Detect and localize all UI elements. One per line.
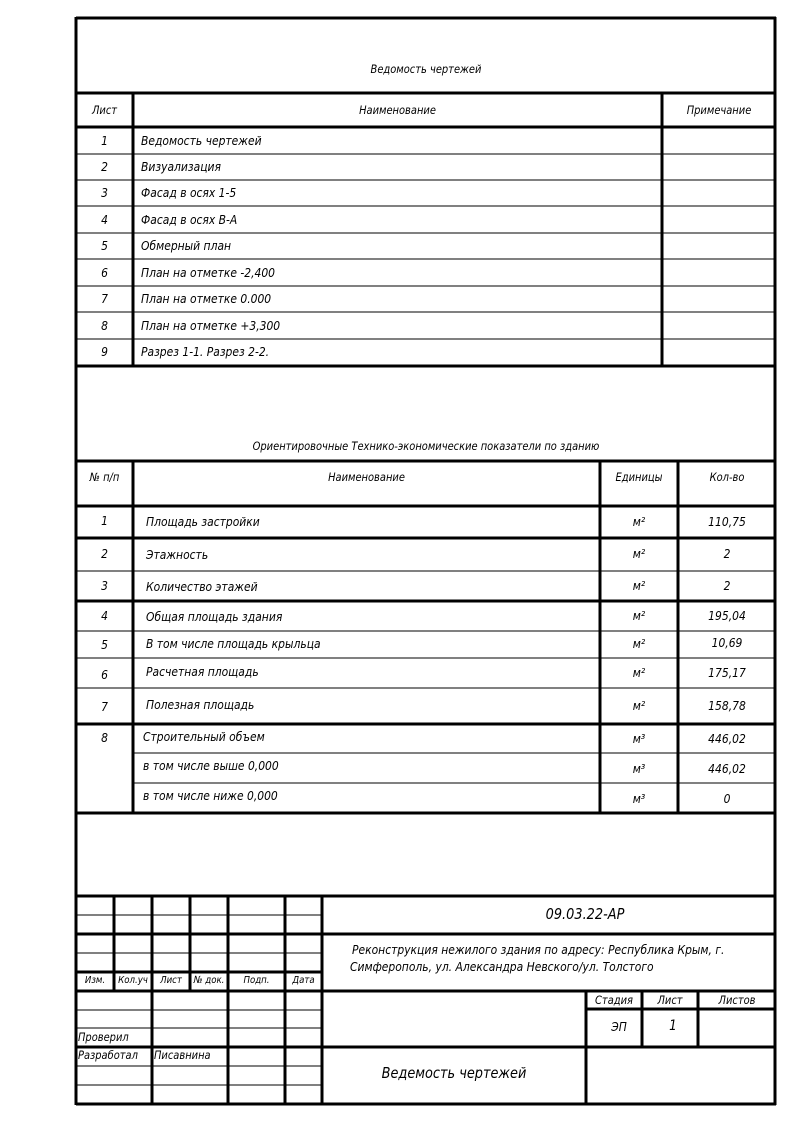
drawing-row-name: Фасад в осях 1-5 xyxy=(141,185,237,200)
indicator-unit: м³ xyxy=(632,731,646,746)
indicator-qty: 195,04 xyxy=(708,608,746,623)
indicator-num: 7 xyxy=(101,699,108,714)
drawing-row-num: 9 xyxy=(101,344,108,359)
sheets-label: Листов xyxy=(718,993,756,1007)
drawing-row-name: Фасад в осях В-А xyxy=(141,212,238,227)
col-podp: Подп. xyxy=(243,975,270,986)
drawing-row-num: 2 xyxy=(101,159,108,174)
drawing-row-num: 8 xyxy=(101,318,108,333)
indicator-qty: 0 xyxy=(723,791,731,806)
indicator-qty: 2 xyxy=(723,578,731,593)
indicator-unit: м² xyxy=(632,698,646,713)
developer-name: Писавнина xyxy=(154,1048,211,1062)
drawing-row-name: План на отметке +3,300 xyxy=(141,318,281,333)
drawing-name: Ведемость чертежей xyxy=(381,1064,527,1082)
project-title-line1: Реконструкция нежилого здания по адресу: Республика Крым, г. xyxy=(352,942,725,957)
sheet-label: Лист xyxy=(657,993,683,1007)
drawing-code: 09.03.22-АР xyxy=(545,905,625,923)
header-sheet: Лист xyxy=(91,103,118,117)
project-title-line2: Симферополь, ул. Александра Невского/ул. Толстого xyxy=(350,959,654,974)
indicator-qty: 446,02 xyxy=(708,731,746,746)
indicator-unit: м² xyxy=(632,665,646,680)
indicator-num: 2 xyxy=(101,546,108,561)
drawing-row-name: План на отметке -2,400 xyxy=(141,265,276,280)
indicator-qty: 175,17 xyxy=(708,665,746,680)
indicator-num: 3 xyxy=(101,578,108,593)
indicator-num: 4 xyxy=(101,608,108,623)
stage-value: ЭП xyxy=(611,1019,627,1034)
stage-label: Стадия xyxy=(595,993,633,1007)
checked-label: Проверил xyxy=(78,1030,129,1044)
indicator-qty: 110,75 xyxy=(708,514,746,529)
indicators-title: Ориентировочные Технико-экономические показатели по зданию xyxy=(252,439,600,453)
indicator-name: Площадь застройки xyxy=(146,514,260,529)
indicator-name: Полезная площадь xyxy=(146,697,255,712)
indicator-qty: 158,78 xyxy=(708,698,746,713)
drawing-row-num: 3 xyxy=(101,185,108,200)
indicator-unit: м³ xyxy=(632,791,646,806)
indicator-unit: м² xyxy=(632,514,646,529)
drawing-row-name: План на отметке 0.000 xyxy=(141,291,272,306)
indicator-unit: м² xyxy=(632,636,646,651)
drawing-row-name: Обмерный план xyxy=(141,238,232,253)
drawing-row-num: 5 xyxy=(101,238,108,253)
drawings-title: Ведомость чертежей xyxy=(370,62,482,76)
header-ind-name: Наименование xyxy=(328,470,405,484)
drawing-row-num: 7 xyxy=(101,291,108,306)
header-num: № п/п xyxy=(89,470,120,484)
indicator-num: 6 xyxy=(101,667,108,682)
col-izm: Изм. xyxy=(84,975,106,986)
indicator-name: Количество этажей xyxy=(146,579,258,594)
drawing-row-num: 6 xyxy=(101,265,108,280)
sheet-value: 1 xyxy=(669,1018,677,1034)
col-list: Лист xyxy=(160,975,182,986)
indicator-name: Расчетная площадь xyxy=(146,664,259,679)
col-kol: Кол.уч xyxy=(118,975,148,986)
indicator-qty: 2 xyxy=(723,546,731,561)
developed-label: Разработал xyxy=(78,1048,138,1062)
drawing-row-num: 4 xyxy=(101,212,108,227)
header-note: Примечание xyxy=(686,103,752,117)
indicator-num: 5 xyxy=(101,637,108,652)
indicator-name: Этажность xyxy=(146,547,209,562)
header-name: Наименование xyxy=(359,103,436,117)
header-qty: Кол-во xyxy=(709,470,745,484)
indicator-num: 1 xyxy=(101,513,108,528)
col-date: Дата xyxy=(292,975,315,986)
indicator-unit: м² xyxy=(632,546,646,561)
drawing-row-name: Ведомость чертежей xyxy=(141,133,262,148)
indicator-name: Общая площадь здания xyxy=(146,609,283,624)
drawing-row-name: Визуализация xyxy=(141,159,221,174)
drawing-row-num: 1 xyxy=(101,133,108,148)
indicator-name: В том числе площадь крыльца xyxy=(146,636,321,651)
indicator-num: 8 xyxy=(101,730,108,745)
indicator-name: в том числе выше 0,000 xyxy=(143,758,279,773)
col-doc: № док. xyxy=(193,975,225,986)
indicator-unit: м³ xyxy=(632,761,646,776)
drawing-row-name: Разрез 1-1. Разрез 2-2. xyxy=(141,344,270,359)
indicator-name: Строительный объем xyxy=(143,729,265,744)
indicator-qty: 446,02 xyxy=(708,761,746,776)
indicator-qty: 10,69 xyxy=(711,635,743,650)
header-units: Единицы xyxy=(615,470,663,484)
indicator-name: в том числе ниже 0,000 xyxy=(143,788,278,803)
indicator-unit: м² xyxy=(632,608,646,623)
indicator-unit: м² xyxy=(632,578,646,593)
